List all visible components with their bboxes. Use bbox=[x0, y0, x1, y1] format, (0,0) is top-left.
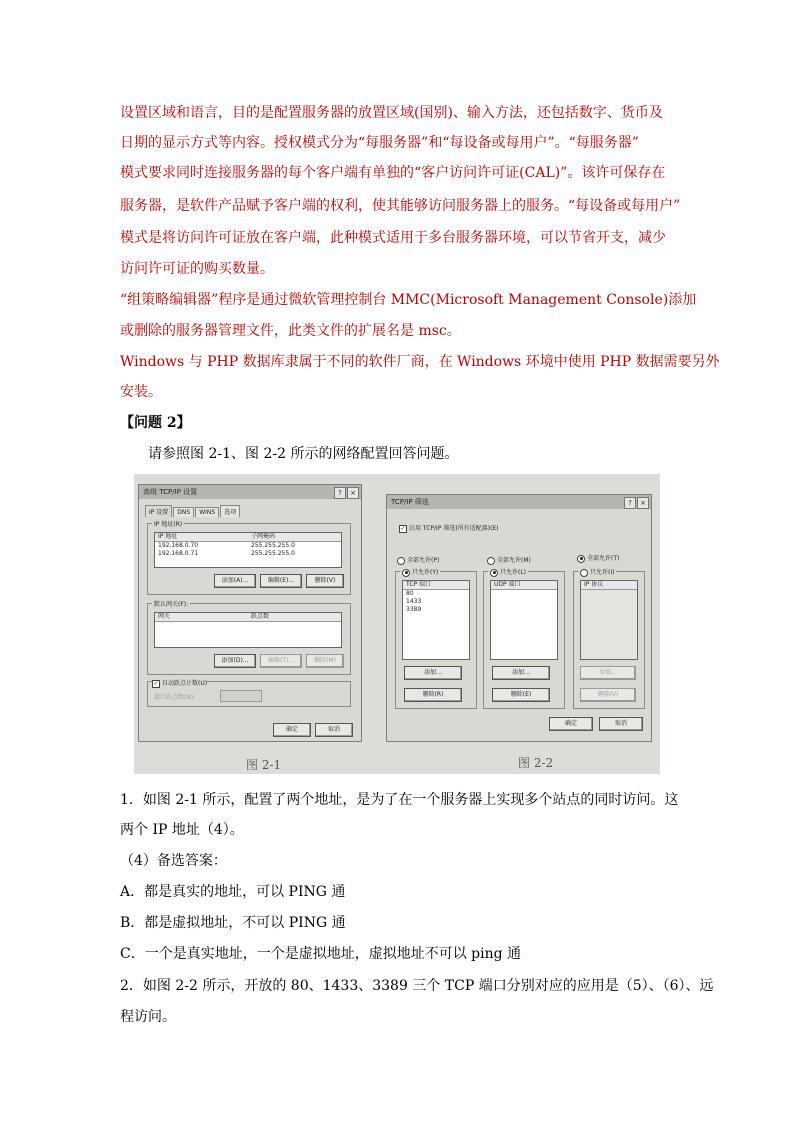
ip-row-1-mask: 255.255.255.0 bbox=[251, 542, 295, 549]
tab-wins[interactable]: WINS bbox=[195, 507, 219, 517]
udp-port-group bbox=[483, 571, 565, 709]
ip-remove-button[interactable]: 删除(V) bbox=[580, 688, 636, 702]
udp-add-button[interactable]: 添加... bbox=[492, 666, 550, 680]
udp-port-list[interactable] bbox=[490, 580, 558, 660]
ip-protocol-group bbox=[573, 571, 645, 709]
ip-allow-only-radio[interactable] bbox=[580, 569, 588, 577]
tcp-port-item[interactable]: 80 bbox=[406, 590, 414, 597]
tab-options[interactable]: 选项 bbox=[220, 505, 240, 517]
ip-row-2-mask: 255.255.255.0 bbox=[251, 550, 295, 557]
ip-allow-all-label: 全部允许(T) bbox=[587, 555, 620, 562]
ip-list-header bbox=[155, 533, 341, 542]
udp-allow-only-radio[interactable] bbox=[490, 569, 498, 577]
question-2-heading: 【问题 2】 bbox=[120, 415, 191, 431]
tcp-remove-button[interactable]: 删除(R) bbox=[404, 688, 462, 702]
auto-metric-group bbox=[147, 681, 351, 707]
dialog1-ok-button[interactable]: 确定 bbox=[273, 723, 311, 737]
dialog1-help-button[interactable]: ? bbox=[334, 487, 346, 499]
default-gateway-group bbox=[147, 603, 351, 675]
dialog2-ok-button[interactable]: 确定 bbox=[549, 717, 593, 731]
question-2-line-2: 程访问。 bbox=[120, 1009, 176, 1025]
ip-protocol-header bbox=[581, 581, 637, 590]
figure-2-1-2-2 bbox=[134, 474, 660, 774]
question-2-line-1: 2．如图 2-2 所示，开放的 80、1433、3389 三个 TCP 端口分别对应的应用是（5）、（6）、远 bbox=[120, 978, 714, 994]
dialog2-cancel-button[interactable]: 取消 bbox=[599, 717, 643, 731]
ip-edit-button[interactable]: 编辑(E)... bbox=[260, 574, 302, 588]
paragraph-2-line-1: “组策略编辑器”程序是通过微软管理控制台 MMC(Microsoft Management Console)添加 bbox=[120, 292, 697, 308]
paragraph-1-line-2: 日期的显示方式等内容。授权模式分为“每服务器”和“每设备或每用户”。“每服务器” bbox=[120, 135, 639, 151]
ip-allow-all-row[interactable] bbox=[577, 553, 619, 563]
tab-dns[interactable]: DNS bbox=[173, 507, 194, 517]
dialog1-close-button[interactable]: × bbox=[347, 487, 359, 499]
paragraph-1-line-4: 服务器，是软件产品赋予客户端的权利，使其能够访问服务器上的服务。“每设备或每用户” bbox=[120, 198, 681, 214]
ip-address-group bbox=[147, 523, 351, 595]
ip-address-list[interactable] bbox=[154, 532, 342, 568]
options-heading: （4）备选答案： bbox=[120, 853, 227, 869]
ip-add-button[interactable]: 添加... bbox=[580, 666, 636, 680]
tcp-allow-all-label: 全部允许(P) bbox=[407, 557, 440, 564]
tcp-allow-only-radio[interactable] bbox=[402, 569, 410, 577]
dialog1-cancel-button[interactable]: 取消 bbox=[315, 723, 353, 737]
dialog1-title: 高级 TCP/IP 设置 bbox=[143, 488, 198, 496]
tcpip-filtering-dialog bbox=[386, 494, 652, 742]
ip-protocol-header-label: IP 协议 bbox=[584, 581, 604, 588]
gateway-list[interactable] bbox=[154, 612, 342, 648]
metric-col-header: 跃点数 bbox=[251, 613, 270, 620]
udp-allow-all-label: 全部允许(M) bbox=[497, 557, 531, 564]
ip-allow-only-row[interactable] bbox=[578, 567, 616, 577]
tcp-port-header bbox=[403, 581, 469, 590]
udp-allow-all-radio[interactable] bbox=[487, 557, 495, 565]
dialog1-titlebar bbox=[139, 485, 361, 499]
dialog2-titlebar bbox=[387, 495, 651, 509]
ip-row-2-ip: 192.168.0.71 bbox=[158, 550, 199, 557]
udp-allow-only-row[interactable] bbox=[488, 567, 528, 577]
figure-caption-2-1: 图 2-1 bbox=[246, 758, 282, 772]
ip-row-1-ip: 192.168.0.70 bbox=[158, 542, 199, 549]
gateway-add-button[interactable]: 添加(D)... bbox=[214, 654, 256, 668]
paragraph-1-line-5: 模式是将访问许可证放在客户端，此种模式适用于多台服务器环境，可以节省开支，减少 bbox=[120, 230, 666, 246]
figure-caption-2-2: 图 2-2 bbox=[518, 756, 554, 770]
tcp-port-group bbox=[395, 571, 477, 709]
option-b: B．都是虚拟地址，不可以 PING 通 bbox=[120, 915, 346, 931]
tcp-allow-only-label: 只允许(Y) bbox=[412, 569, 439, 576]
gateway-group-label: 默认网关(F): bbox=[154, 601, 189, 608]
udp-port-header-label: UDP 端口 bbox=[494, 581, 521, 588]
advanced-tcpip-dialog bbox=[138, 484, 362, 742]
paragraph-1-line-6: 访问许可证的购买数量。 bbox=[120, 261, 274, 277]
udp-allow-only-label: 只允许(L) bbox=[500, 569, 527, 576]
tcp-allow-only-row[interactable] bbox=[400, 567, 440, 577]
paragraph-1-line-3: 模式要求同时连接服务器的每个客户端有单独的“客户访问许可证(CAL)”。该许可保存在 bbox=[120, 165, 666, 181]
ip-allow-only-label: 只允许(I) bbox=[590, 569, 615, 576]
paragraph-2-line-2: 或删除的服务器管理文件，此类文件的扩展名是 msc。 bbox=[120, 323, 461, 339]
question-1-line-2: 两个 IP 地址（4）。 bbox=[120, 822, 244, 838]
ip-col-header: IP 地址 bbox=[158, 533, 178, 540]
ip-add-button[interactable]: 添加(A)... bbox=[214, 574, 256, 588]
udp-remove-button[interactable]: 删除(E) bbox=[492, 688, 550, 702]
paragraph-3-line-1: Windows 与 PHP 数据库隶属于不同的软件厂商，在 Windows 环境中使用 PHP 数据需要另外 bbox=[120, 354, 720, 370]
interface-metric-label: 接口跃点数(N): bbox=[154, 694, 196, 701]
gateway-remove-button[interactable]: 删除(M) bbox=[306, 654, 344, 668]
question-intro: 请参照图 2-1、图 2-2 所示的网络配置回答问题。 bbox=[148, 446, 459, 462]
gateway-edit-button[interactable]: 编辑(T)... bbox=[260, 654, 302, 668]
question-1-line-1: 1．如图 2-1 所示，配置了两个地址，是为了在一个服务器上实现多个站点的同时访问。这 bbox=[120, 792, 679, 808]
option-c: C．一个是真实地址，一个是虚拟地址，虚拟地址不可以 ping 通 bbox=[120, 946, 522, 962]
auto-metric-checkbox[interactable]: ✓ bbox=[153, 679, 159, 687]
tcp-allow-all-row[interactable] bbox=[397, 555, 439, 565]
paragraph-1-line-1: 设置区域和语言，目的是配置服务器的放置区域(国别)、输入方法，还包括数字、货币及 bbox=[120, 105, 663, 121]
enable-filter-row[interactable] bbox=[399, 523, 499, 533]
udp-port-header bbox=[491, 581, 557, 590]
ip-allow-all-radio[interactable] bbox=[577, 555, 585, 563]
auto-metric-checkbox-row[interactable] bbox=[152, 678, 207, 688]
udp-allow-all-row[interactable] bbox=[487, 555, 531, 565]
dialog1-tabs bbox=[145, 505, 241, 517]
option-a: A．都是真实的地址，可以 PING 通 bbox=[120, 884, 346, 900]
tcp-port-item[interactable]: 3389 bbox=[406, 606, 422, 613]
ip-row-2[interactable] bbox=[155, 550, 341, 558]
mask-col-header: 子网掩码 bbox=[251, 533, 276, 540]
dialog2-help-button[interactable]: ? bbox=[624, 497, 636, 509]
tcp-add-button[interactable]: 添加... bbox=[404, 666, 462, 680]
ip-address-group-label: IP 地址(R) bbox=[154, 521, 183, 528]
dialog2-title: TCP/IP 筛选 bbox=[391, 498, 429, 506]
tcp-port-header-label: TCP 端口 bbox=[406, 581, 432, 588]
dialog2-close-button[interactable]: × bbox=[637, 497, 649, 509]
interface-metric-input[interactable] bbox=[220, 690, 262, 702]
enable-filter-checkbox[interactable]: ✓ bbox=[400, 524, 406, 532]
ip-remove-button[interactable]: 删除(V) bbox=[306, 574, 344, 588]
auto-metric-label: 自动跃点计数(U) bbox=[162, 680, 208, 687]
ip-protocol-list[interactable] bbox=[580, 580, 638, 660]
tcp-allow-all-radio[interactable] bbox=[397, 557, 405, 565]
tcp-port-item[interactable]: 1433 bbox=[406, 598, 422, 605]
ip-row-1[interactable] bbox=[155, 542, 341, 550]
gateway-col-header: 网关 bbox=[158, 613, 171, 620]
gateway-list-header bbox=[155, 613, 341, 622]
paragraph-3-line-2: 安装。 bbox=[120, 384, 162, 400]
enable-filter-label: 启用 TCP/IP 筛选(所有适配器)(E) bbox=[409, 525, 499, 532]
tcp-port-list[interactable] bbox=[402, 580, 470, 660]
tab-ip-settings[interactable]: IP 设置 bbox=[145, 505, 172, 517]
